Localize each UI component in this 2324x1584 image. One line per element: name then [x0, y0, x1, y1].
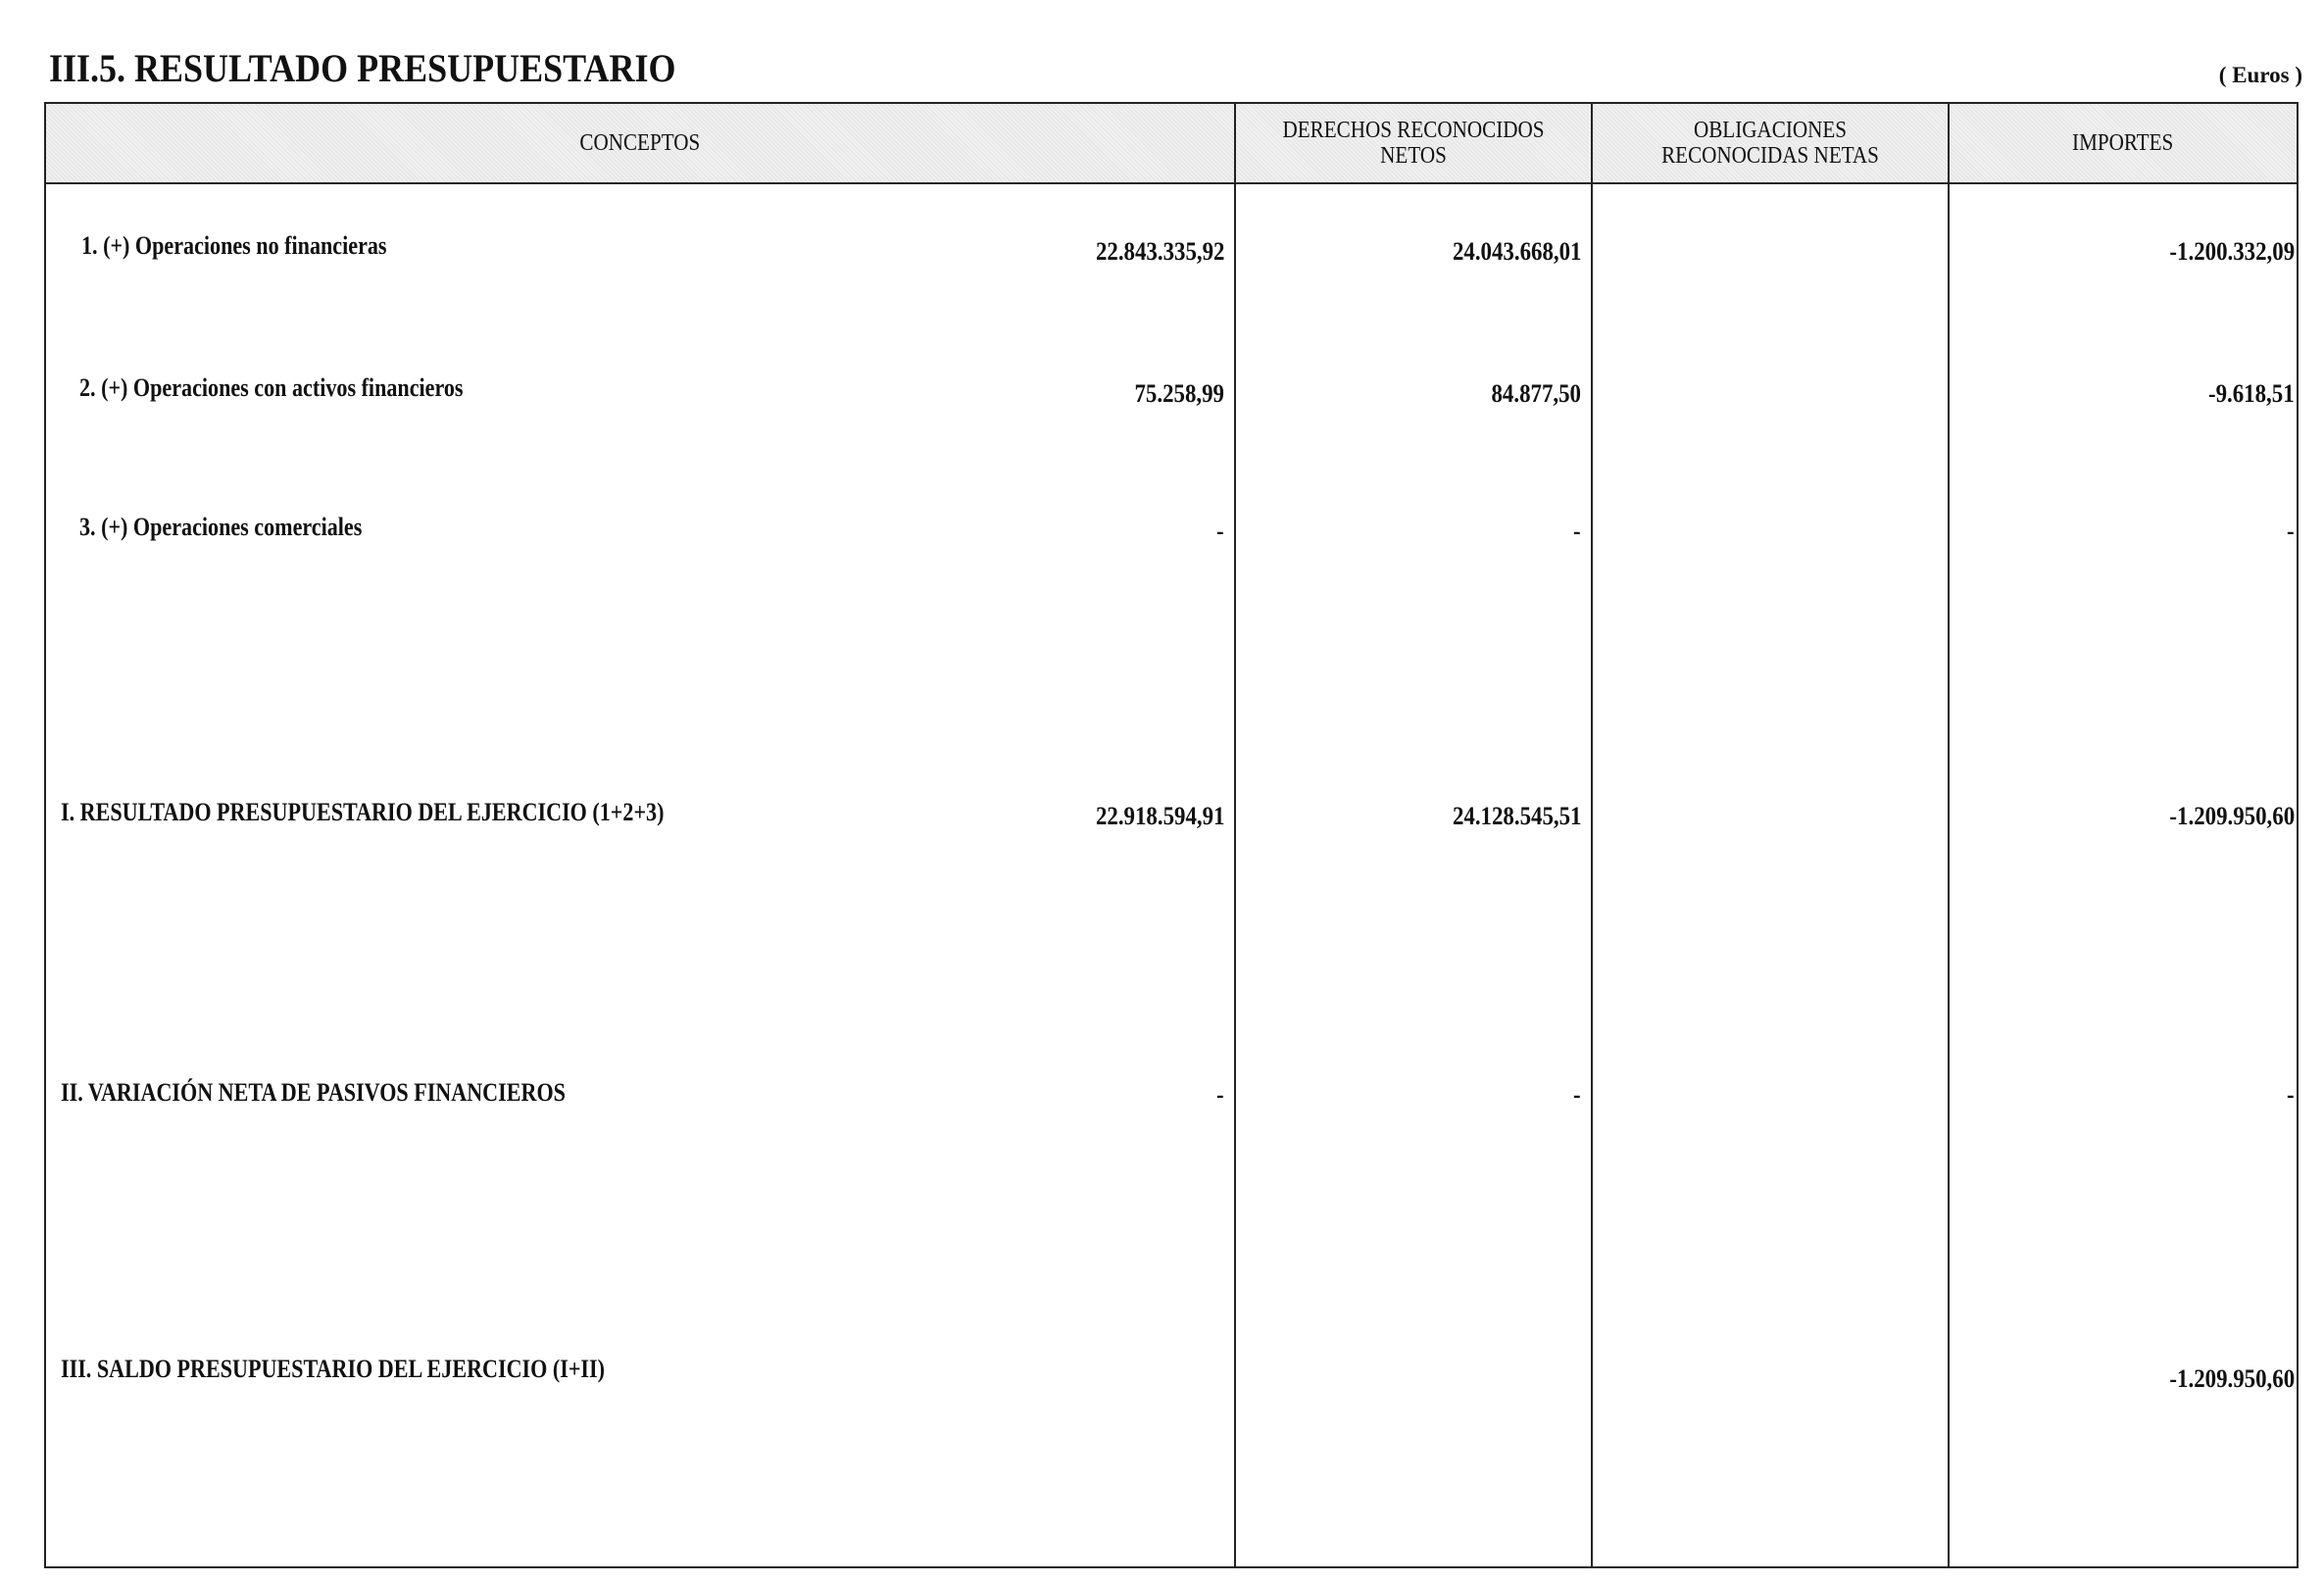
row-importes-value: -: [2287, 1080, 2295, 1109]
row-obligaciones-value: 84.877,50: [1491, 379, 1581, 408]
budget-result-table: [44, 102, 2299, 1568]
row-label: I. RESULTADO PRESUPUESTARIO DEL EJERCICIO (1+2+3): [61, 798, 665, 826]
row-derechos-value: 75.258,99: [1134, 379, 1224, 408]
header-obligaciones: OBLIGACIONES RECONOCIDAS NETAS: [1661, 118, 1879, 169]
row-obligaciones-value: 24.128.545,51: [1452, 802, 1581, 830]
row-derechos-value: -: [1216, 1080, 1224, 1109]
row-obligaciones-value: -: [1573, 517, 1581, 545]
row-derechos-value: 22.843.335,92: [1095, 237, 1224, 266]
column-divider: [1234, 104, 1236, 1566]
header-conceptos: CONCEPTOS: [579, 130, 701, 156]
header-importes: IMPORTES: [2072, 130, 2174, 156]
row-importes-value: -1.200.332,09: [2169, 237, 2295, 266]
row-label: 2. (+) Operaciones con activos financieros: [79, 373, 464, 402]
row-importes-value: -9.618,51: [2208, 379, 2295, 408]
row-label: III. SALDO PRESUPUESTARIO DEL EJERCICIO (I+II): [61, 1355, 605, 1383]
row-label: 1. (+) Operaciones no financieras: [81, 231, 387, 260]
header-derechos: DERECHOS RECONOCIDOS NETOS: [1282, 118, 1545, 169]
units-label: ( Euros ): [2218, 63, 2302, 87]
row-derechos-value: 22.918.594,91: [1095, 802, 1224, 830]
row-label: II. VARIACIÓN NETA DE PASIVOS FINANCIEROS: [61, 1078, 566, 1107]
row-importes-value: -1.209.950,60: [2169, 802, 2295, 830]
row-label: 3. (+) Operaciones comerciales: [79, 513, 363, 541]
page-title: III.5. RESULTADO PRESUPUESTARIO: [49, 46, 676, 90]
column-divider: [1948, 104, 1950, 1566]
row-obligaciones-value: -: [1573, 1080, 1581, 1109]
table-header: [46, 104, 2297, 184]
row-derechos-value: -: [1216, 517, 1224, 545]
row-importes-value: -: [2287, 517, 2295, 545]
column-divider: [1591, 104, 1593, 1566]
row-importes-value: -1.209.950,60: [2169, 1364, 2295, 1393]
row-obligaciones-value: 24.043.668,01: [1452, 237, 1581, 266]
